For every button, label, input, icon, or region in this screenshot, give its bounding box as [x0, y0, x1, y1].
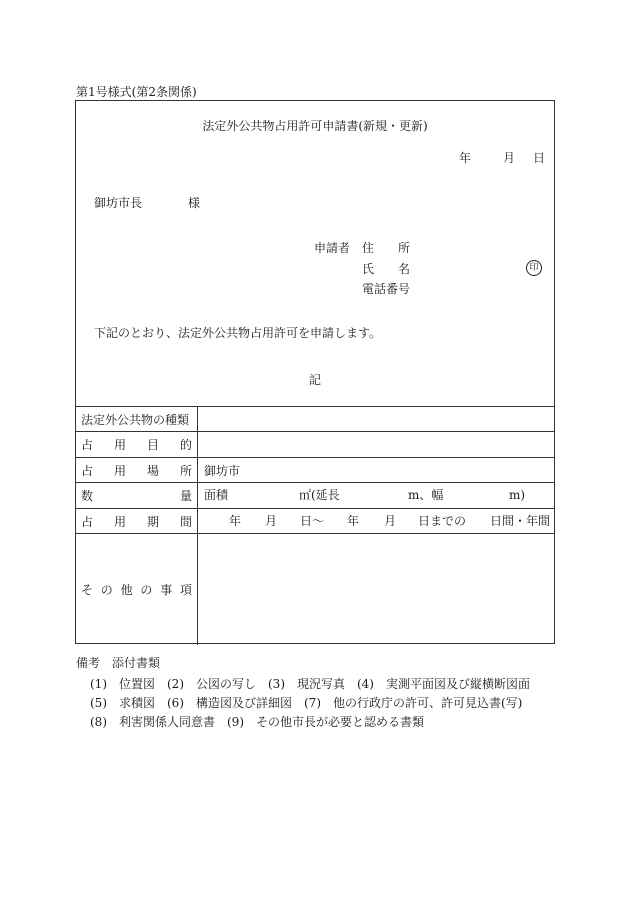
form-title: 法定外公共物占用許可申請書(新規・更新) — [202, 119, 428, 133]
notes-line-1: (1) 位置図 (2) 公図の写し (3) 現況写真 (4) 実測平面図及び縦横断図面 — [90, 677, 530, 691]
start-month: 月 — [265, 514, 278, 528]
label-char: 項 — [179, 583, 192, 597]
label-char: 他 — [120, 583, 133, 597]
label-char: 用 — [113, 463, 126, 478]
label-char: 占 — [81, 514, 94, 529]
label-char: 間 — [179, 514, 192, 529]
row-label-period — [76, 509, 198, 533]
applicant-name-label: 氏 名 — [362, 262, 411, 276]
label-char: 事 — [160, 583, 173, 597]
table-row-period — [76, 508, 554, 533]
row-label-location — [76, 458, 198, 482]
application-statement: 下記のとおり、法定外公共物占用許可を申請します。 — [94, 326, 382, 340]
date-day-label: 日 — [533, 151, 546, 165]
row-value-quantity[interactable] — [204, 483, 554, 508]
label-char: 目 — [146, 438, 159, 452]
notes-line-2: (5) 求積図 (6) 構造図及び詳細図 (7) 他の行政庁の許可、許可見込書(写) — [90, 696, 523, 710]
label-char: 量 — [179, 489, 192, 503]
end-year: 年 — [347, 514, 360, 528]
date-year-label: 年 — [459, 151, 472, 165]
seal-icon: 印 — [526, 260, 542, 276]
addressee: 御坊市長 — [94, 196, 143, 210]
row-label-type: 法定外公共物の種類 — [76, 407, 198, 431]
width-unit: m) — [509, 488, 526, 502]
label-char: 数 — [81, 489, 94, 503]
notes-line-3: (8) 利害関係人同意書 (9) その他市長が必要と認める書類 — [90, 715, 424, 729]
application-form-box — [75, 100, 555, 644]
start-year: 年 — [229, 514, 242, 528]
label-char: の — [100, 583, 113, 597]
end-month: 月 — [384, 514, 397, 528]
applicant-phone-label: 電話番号 — [362, 282, 411, 296]
area-unit: ㎡(延長 — [299, 488, 340, 502]
area-label: 面積 — [204, 488, 229, 502]
applicant-label: 申請者 — [314, 241, 351, 255]
label-char: 所 — [179, 463, 192, 478]
applicant-address-label: 住 所 — [362, 241, 411, 255]
addressee-honorific: 様 — [188, 196, 201, 210]
table-row-type — [76, 406, 554, 431]
label-char: 用 — [113, 514, 126, 529]
row-value-period[interactable] — [204, 509, 554, 533]
table-row-purpose — [76, 431, 554, 457]
label-char: 期 — [146, 514, 159, 529]
row-label-other — [76, 534, 198, 645]
period-unit: 日間・年間 — [490, 514, 551, 528]
form-number-label: 第1号様式(第2条関係) — [76, 85, 197, 99]
end-day: 日までの — [418, 514, 467, 528]
table-row-other — [76, 533, 554, 645]
notes-heading: 備考 添付書類 — [76, 656, 161, 670]
label-char: そ — [81, 583, 94, 597]
label-char: の — [140, 583, 153, 597]
label-char: 用 — [113, 438, 126, 452]
table-row-location — [76, 457, 554, 482]
label-char: 占 — [81, 463, 94, 478]
row-value-location[interactable]: 御坊市 — [204, 463, 241, 478]
ki-heading: 記 — [308, 373, 321, 387]
length-unit: m、幅 — [408, 488, 444, 502]
label-char: 場 — [146, 463, 159, 478]
table-row-quantity — [76, 482, 554, 508]
label-char: 的 — [179, 438, 192, 452]
row-label-quantity — [76, 483, 198, 508]
label-char: 占 — [81, 438, 94, 452]
start-day: 日～ — [300, 514, 325, 528]
date-month-label: 月 — [503, 151, 516, 165]
row-label-purpose — [76, 432, 198, 457]
